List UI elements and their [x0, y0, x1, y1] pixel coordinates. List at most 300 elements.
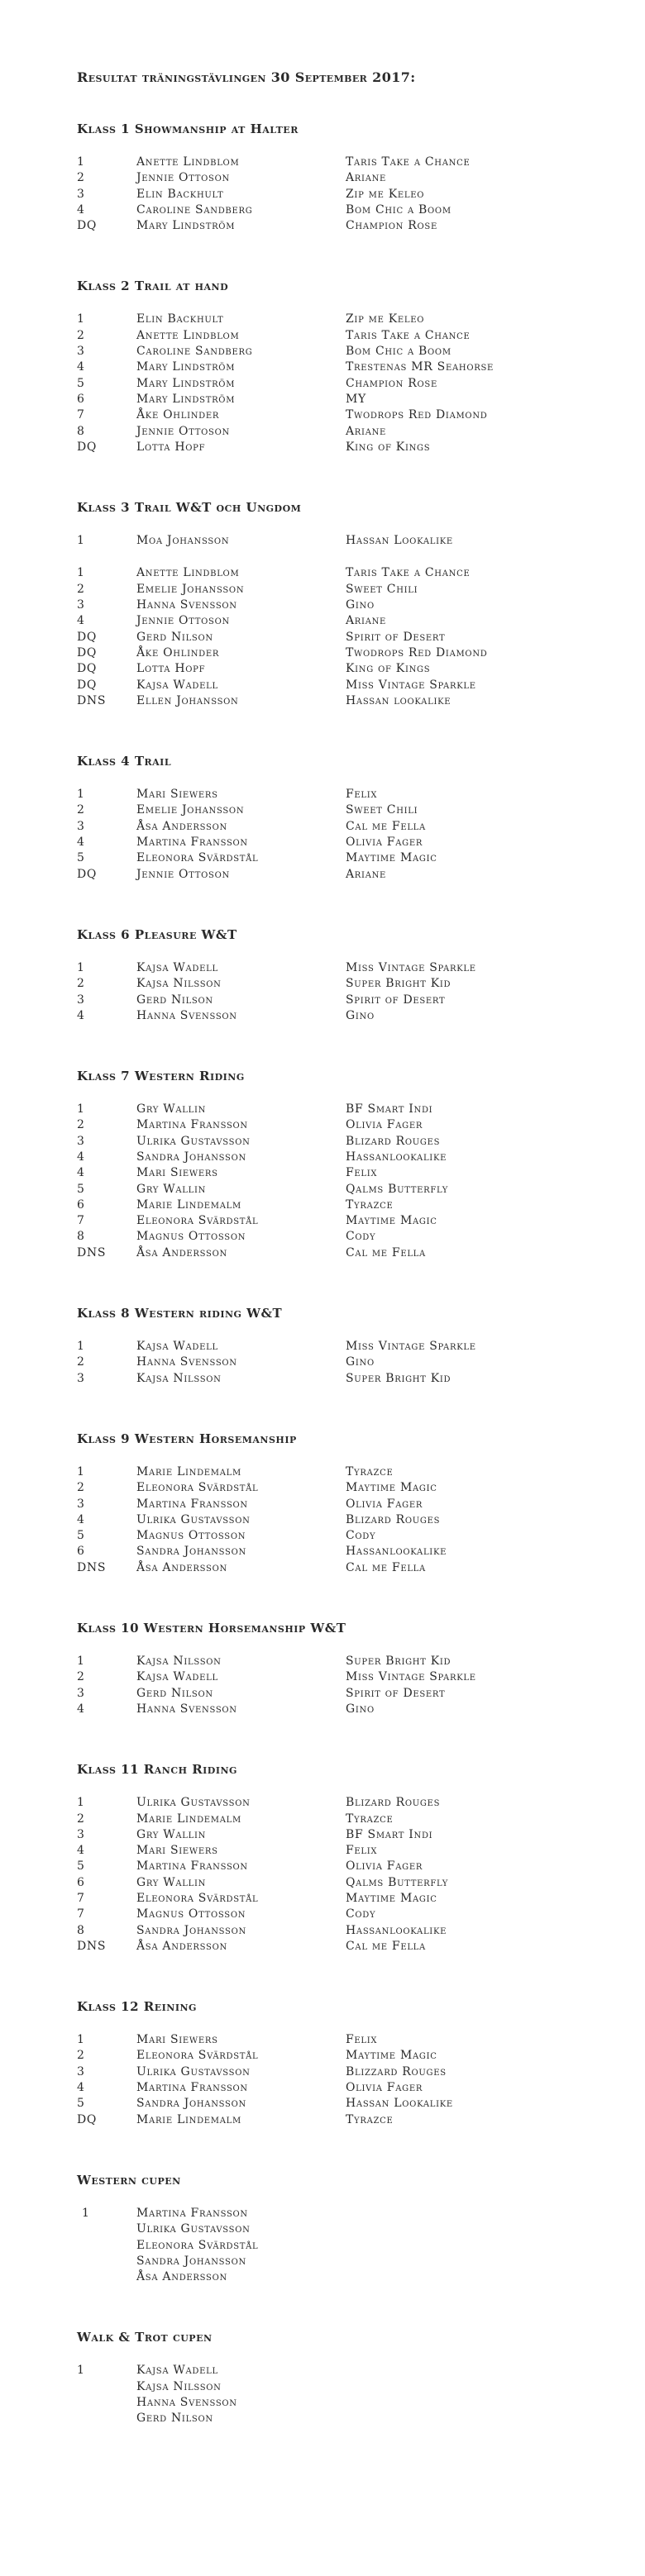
rider-name: Ellen Johansson	[136, 693, 239, 707]
result-row	[77, 1795, 623, 1811]
horse-name: Tyrazce	[346, 2112, 394, 2126]
rider-name: Kajsa Nilsson	[136, 2379, 222, 2393]
rider-name: Åke Ohlinder	[136, 645, 220, 659]
horse-name: Trestenas MR Seahorse	[346, 360, 494, 374]
result-row	[77, 1198, 623, 1213]
horse-name: Felix	[346, 1844, 378, 1858]
horse-name: Spirit of Desert	[346, 993, 446, 1007]
result-row	[77, 312, 623, 327]
placing: 5	[77, 1859, 85, 1874]
horse-name	[346, 2238, 623, 2254]
rider-name: Eleonora Svärdstål	[136, 2238, 259, 2252]
result-row	[77, 1464, 623, 1480]
result-row	[77, 1891, 623, 1907]
horse-name: Miss Vintage Sparkle	[346, 1670, 476, 1684]
rider-name: Mary Lindström	[136, 360, 236, 374]
result-row	[77, 1182, 623, 1198]
placing: 1	[77, 960, 85, 974]
horse-name: Zip me Keleo	[346, 312, 425, 326]
horse-name: Sweet Chili	[346, 803, 418, 817]
result-row	[77, 344, 623, 359]
rider-name: Magnus Ottosson	[136, 1907, 246, 1921]
rider-name: Sandra Johansson	[136, 2097, 246, 2111]
result-row	[77, 392, 623, 407]
rider-name: Gry Wallin	[136, 1102, 207, 1117]
result-row	[77, 1812, 623, 1827]
placing: 8	[77, 1923, 85, 1937]
result-row	[77, 850, 623, 866]
horse-name: Maytime Magic	[346, 1481, 437, 1495]
result-class	[77, 1306, 623, 1387]
horse-name: Gino	[346, 598, 375, 612]
rider-name: Gerd Nilson	[136, 993, 213, 1007]
placing: 2	[77, 171, 85, 185]
placing: 4	[77, 1512, 85, 1526]
result-row	[77, 976, 623, 992]
horse-name	[346, 2206, 623, 2221]
rider-name: Kajsa Wadell	[136, 2364, 218, 2378]
class-title: Klass 4 Trail	[77, 754, 172, 769]
horse-name: Gino	[346, 1702, 375, 1716]
horse-name: BF Smart Indi	[346, 1827, 433, 1841]
placing: 5	[77, 1182, 85, 1196]
horse-name: Spirit of Desert	[346, 1686, 446, 1700]
placing: 1	[77, 155, 85, 169]
result-class	[77, 754, 623, 883]
result-row	[77, 630, 623, 645]
horse-name: Spirit of Desert	[346, 630, 446, 644]
horse-name: Olivia Fager	[346, 1497, 423, 1511]
result-row	[77, 1497, 623, 1512]
result-row	[77, 1875, 623, 1891]
rider-name: Ulrika Gustavsson	[136, 2064, 251, 2078]
horse-name: Taris Take a Chance	[346, 566, 471, 580]
result-row	[77, 1528, 623, 1544]
horse-name: Cody	[346, 1230, 376, 1244]
rider-name: Martina Fransson	[136, 1859, 248, 1874]
result-class	[77, 1999, 623, 2128]
result-row	[77, 1859, 623, 1874]
rider-name: Hanna Svensson	[136, 1008, 237, 1022]
class-title: Klass 8 Western riding W&T	[77, 1306, 283, 1321]
rider-name: Kajsa Wadell	[136, 1670, 218, 1684]
horse-name	[346, 2379, 623, 2395]
placing: DQ	[77, 662, 98, 676]
result-row	[77, 202, 623, 218]
page-title: Resultat träningstävlingen 30 September 2017:	[77, 69, 416, 85]
class-title: Klass 6 Pleasure W&T	[77, 926, 237, 942]
rider-name: Ulrika Gustavsson	[136, 1134, 251, 1148]
rider-name: Gerd Nilson	[136, 1686, 213, 1700]
placing: DQ	[77, 440, 98, 454]
placing: 3	[77, 345, 85, 359]
rider-name: Elin Backhult	[136, 187, 224, 201]
rider-name: Gry Wallin	[136, 1827, 207, 1841]
result-row	[77, 2379, 623, 2395]
result-row	[77, 1213, 623, 1229]
result-row	[77, 2032, 623, 2048]
class-title: Klass 3 Trail W&T och Ungdom	[77, 500, 302, 516]
horse-name: Hassan Lookalike	[346, 2097, 453, 2111]
rider-name: Jennie Ottoson	[136, 171, 230, 185]
rider-name: Eleonora Svärdstål	[136, 1892, 259, 1905]
rider-name: Martina Fransson	[136, 2081, 248, 2095]
horse-name: Cal me Fella	[346, 1245, 426, 1259]
horse-name	[346, 2221, 623, 2237]
horse-name: Cody	[346, 1907, 376, 1921]
placing: 5	[77, 851, 85, 865]
placing: 4	[77, 836, 85, 850]
result-row	[77, 693, 623, 709]
horse-name: Zip me Keleo	[346, 187, 425, 201]
placing	[77, 2254, 136, 2269]
horse-name: Tyrazce	[346, 1812, 394, 1826]
placing: 1	[77, 2364, 85, 2378]
result-row	[77, 2411, 623, 2426]
rider-name: Mari Siewers	[136, 1166, 218, 1180]
horse-name	[346, 2363, 623, 2378]
rider-name: Eleonora Svärdstål	[136, 1214, 259, 1228]
result-row	[77, 440, 623, 455]
class-title: Klass 10 Western Horsemanship W&T	[77, 1621, 346, 1636]
horse-name: Ariane	[346, 171, 387, 185]
placing: 5	[77, 2097, 85, 2111]
result-row	[77, 1560, 623, 1576]
placing: 1	[82, 2206, 90, 2220]
result-row	[77, 1245, 623, 1261]
class-title: Klass 1 Showmanship at Halter	[77, 121, 299, 136]
placing: 1	[77, 1340, 85, 1354]
placing: 1	[77, 566, 85, 580]
horse-name: Bom Chic a Boom	[346, 202, 452, 217]
row-spacer	[77, 549, 623, 565]
result-row	[77, 1686, 623, 1702]
rider-name: Marie Lindemalm	[136, 1812, 241, 1826]
rider-name: Lotta Hopf	[136, 440, 206, 454]
placing: 6	[77, 1198, 85, 1212]
rider-name: Hanna Svensson	[136, 2396, 237, 2410]
placing: 4	[77, 1702, 85, 1716]
placing: 3	[77, 1827, 85, 1841]
placing: 4	[77, 360, 85, 374]
rider-name: Sandra Johansson	[136, 1923, 246, 1937]
placing: 6	[77, 1545, 85, 1559]
horse-name: BF Smart Indi	[346, 1102, 433, 1117]
horse-name	[346, 2395, 623, 2411]
result-row	[77, 1117, 623, 1133]
result-row	[77, 1150, 623, 1165]
result-row	[77, 1229, 623, 1245]
placing: 1	[77, 1655, 85, 1669]
horse-name: Cal me Fella	[346, 819, 426, 833]
result-row	[77, 1102, 623, 1117]
rider-name: Emelie Johansson	[136, 803, 245, 817]
result-class	[77, 1762, 623, 1955]
horse-name: Ariane	[346, 867, 387, 881]
result-row	[77, 1843, 623, 1859]
result-row	[77, 1512, 623, 1528]
placing: 2	[77, 582, 85, 596]
horse-name: Blizard Rouges	[346, 1134, 441, 1148]
horse-name: Gino	[346, 1008, 375, 1022]
placing: 6	[77, 1875, 85, 1889]
placing: 8	[77, 424, 85, 438]
placing: 7	[77, 1907, 85, 1921]
horse-name: Felix	[346, 788, 378, 802]
result-row	[77, 359, 623, 375]
horse-name: Maytime Magic	[346, 1892, 437, 1905]
horse-name: Taris Take a Chance	[346, 328, 471, 342]
result-row	[77, 424, 623, 440]
rider-name: Caroline Sandberg	[136, 345, 253, 359]
result-row	[77, 2080, 623, 2096]
horse-name: Bom Chic a Boom	[346, 345, 452, 359]
horse-name: Blizzard Rouges	[346, 2064, 447, 2078]
result-row	[77, 2363, 623, 2378]
rider-name: Martina Fransson	[136, 1497, 248, 1511]
horse-name: Tyrazce	[346, 1198, 394, 1212]
horse-name: MY	[346, 392, 366, 406]
result-row	[77, 1939, 623, 1955]
placing	[77, 2411, 136, 2426]
placing: 3	[77, 187, 85, 201]
result-class	[77, 1621, 623, 1717]
rider-name: Kajsa Nilsson	[136, 977, 222, 991]
class-title: Klass 7 Western Riding	[77, 1069, 245, 1084]
rider-name: Kajsa Nilsson	[136, 1655, 222, 1669]
rider-name: Åsa Andersson	[136, 1560, 227, 1574]
placing	[77, 2395, 136, 2411]
result-class	[77, 927, 623, 1024]
horse-name: Blizard Rouges	[346, 1512, 441, 1526]
result-row	[77, 993, 623, 1008]
rider-name: Åke Ohlinder	[136, 408, 220, 422]
result-row	[77, 1165, 623, 1181]
horse-name: Felix	[346, 2033, 378, 2047]
result-row	[77, 2269, 623, 2285]
rider-name: Hanna Svensson	[136, 598, 237, 612]
rider-name: Mari Siewers	[136, 2033, 218, 2047]
result-row	[77, 1827, 623, 1843]
placing: 8	[77, 1230, 85, 1244]
result-row	[77, 1355, 623, 1370]
result-row	[77, 2048, 623, 2064]
result-row	[77, 376, 623, 392]
rider-name: Emelie Johansson	[136, 582, 245, 596]
horse-name: Cal me Fella	[346, 1560, 426, 1574]
rider-name: Kajsa Wadell	[136, 678, 218, 692]
rider-name: Åsa Andersson	[136, 1245, 227, 1259]
placing: 2	[77, 1812, 85, 1826]
results-document	[77, 69, 623, 2472]
result-row	[77, 328, 623, 344]
rider-name: Jennie Ottoson	[136, 614, 230, 628]
rider-name: Sandra Johansson	[136, 2254, 246, 2268]
rider-name: Jennie Ottoson	[136, 424, 230, 438]
class-title: Klass 12 Reining	[77, 1999, 197, 2015]
result-row	[77, 2064, 623, 2080]
placing: 2	[77, 328, 85, 342]
rider-name: Lotta Hopf	[136, 662, 206, 676]
horse-name: Maytime Magic	[346, 1214, 437, 1228]
result-class	[77, 500, 623, 709]
rider-name: Hanna Svensson	[136, 1355, 237, 1369]
result-row	[77, 1654, 623, 1669]
class-title: Walk & Trot cupen	[77, 2330, 213, 2345]
horse-name: Olivia Fager	[346, 1859, 423, 1874]
placing: 2	[77, 1481, 85, 1495]
placing: 1	[77, 1102, 85, 1117]
horse-name: Miss Vintage Sparkle	[346, 1340, 476, 1354]
result-row	[77, 407, 623, 423]
rider-name: Marie Lindemalm	[136, 2112, 241, 2126]
result-row	[77, 2254, 623, 2269]
placing: 2	[77, 1355, 85, 1369]
result-row	[77, 2112, 623, 2128]
horse-name: Twodrops Red Diamond	[346, 645, 488, 659]
rider-name: Elin Backhult	[136, 312, 224, 326]
result-row	[77, 2395, 623, 2411]
class-title: Western cupen	[77, 2172, 181, 2188]
result-row	[77, 598, 623, 613]
result-row	[77, 819, 623, 835]
rider-name: Magnus Ottosson	[136, 1230, 246, 1244]
result-row	[77, 1907, 623, 1922]
placing: 4	[77, 1844, 85, 1858]
horse-name: Tyrazce	[346, 1464, 394, 1478]
rider-name: Magnus Ottosson	[136, 1529, 246, 1543]
horse-name: Hassanlookalike	[346, 1923, 447, 1937]
result-row	[77, 2096, 623, 2112]
rider-name: Marie Lindemalm	[136, 1464, 241, 1478]
result-row	[77, 565, 623, 581]
horse-name: Champion Rose	[346, 376, 437, 390]
result-row	[77, 645, 623, 661]
rider-name: Ulrika Gustavsson	[136, 2222, 251, 2236]
horse-name: Sweet Chili	[346, 582, 418, 596]
placing: DNS	[77, 693, 107, 707]
horse-name: Maytime Magic	[346, 851, 437, 865]
result-class	[77, 2330, 623, 2426]
placing	[77, 2221, 136, 2237]
rider-name: Marie Lindemalm	[136, 1198, 241, 1212]
placing: 1	[77, 2033, 85, 2047]
result-class	[77, 279, 623, 455]
result-row	[77, 835, 623, 850]
placing: 1	[77, 788, 85, 802]
result-row	[77, 1339, 623, 1355]
rider-name: Sandra Johansson	[136, 1150, 246, 1164]
rider-name: Caroline Sandberg	[136, 202, 253, 217]
class-title: Klass 9 Western Horsemanship	[77, 1431, 297, 1446]
result-row	[77, 787, 623, 802]
class-title: Klass 11 Ranch Riding	[77, 1762, 237, 1778]
result-class	[77, 121, 623, 234]
placing: 4	[77, 1166, 85, 1180]
placing: 4	[77, 202, 85, 217]
result-class	[77, 1431, 623, 1576]
placing: DNS	[77, 1939, 107, 1953]
result-row	[77, 2206, 623, 2221]
placing	[77, 2379, 136, 2395]
result-row	[77, 218, 623, 234]
rider-name: Åsa Andersson	[136, 819, 227, 833]
horse-name: Olivia Fager	[346, 2081, 423, 2095]
placing: 2	[77, 1670, 85, 1684]
horse-name: Taris Take a Chance	[346, 155, 471, 169]
rider-name: Anette Lindblom	[136, 155, 240, 169]
placing: 7	[77, 408, 85, 422]
placing: 7	[77, 1214, 85, 1228]
result-row	[77, 582, 623, 598]
horse-name: Qalms Butterfly	[346, 1182, 448, 1196]
placing: 6	[77, 392, 85, 406]
rider-name: Gerd Nilson	[136, 630, 213, 644]
rider-name: Mary Lindström	[136, 219, 236, 233]
result-row	[77, 187, 623, 202]
placing: 3	[77, 1134, 85, 1148]
result-row	[77, 170, 623, 186]
placing: DQ	[77, 645, 98, 659]
placing: 2	[77, 1118, 85, 1132]
rider-name: Eleonora Svärdstål	[136, 1481, 259, 1495]
horse-name: Olivia Fager	[346, 836, 423, 850]
rider-name: Moa Johansson	[136, 534, 230, 548]
horse-name: Miss Vintage Sparkle	[346, 960, 476, 974]
placing: 7	[77, 1892, 85, 1905]
horse-name	[346, 2254, 623, 2269]
placing: 3	[77, 1497, 85, 1511]
rider-name: Eleonora Svärdstål	[136, 851, 259, 865]
horse-name: Felix	[346, 1166, 378, 1180]
rider-name: Ulrika Gustavsson	[136, 1796, 251, 1810]
placing	[77, 2269, 136, 2285]
horse-name	[346, 2411, 623, 2426]
result-row	[77, 533, 623, 549]
horse-name: King of Kings	[346, 440, 431, 454]
rider-name: Hanna Svensson	[136, 1702, 237, 1716]
result-row	[77, 960, 623, 976]
horse-name: Hassan lookalike	[346, 693, 452, 707]
result-row	[77, 2221, 623, 2237]
placing: 3	[77, 1686, 85, 1700]
rider-name: Ulrika Gustavsson	[136, 1512, 251, 1526]
rider-name: Gry Wallin	[136, 1875, 207, 1889]
rider-name: Kajsa Nilsson	[136, 1371, 222, 1385]
placing: DQ	[77, 678, 98, 692]
rider-name: Kajsa Wadell	[136, 960, 218, 974]
placing: DQ	[77, 630, 98, 644]
result-row	[77, 678, 623, 693]
placing: 4	[77, 614, 85, 628]
placing: 4	[77, 2081, 85, 2095]
result-row	[77, 155, 623, 170]
rider-name: Martina Fransson	[136, 2206, 248, 2220]
rider-name: Mari Siewers	[136, 788, 218, 802]
result-row	[77, 1669, 623, 1685]
placing: 2	[77, 977, 85, 991]
class-title: Klass 2 Trail at hand	[77, 279, 229, 294]
result-row	[77, 802, 623, 818]
placing: 1	[77, 534, 85, 548]
result-row	[77, 613, 623, 629]
placing: 5	[77, 1529, 85, 1543]
result-row	[77, 1702, 623, 1717]
result-row	[77, 2238, 623, 2254]
horse-name: Super Bright Kid	[346, 1371, 452, 1385]
horse-name: King of Kings	[346, 662, 431, 676]
horse-name: Qalms Butterfly	[346, 1875, 448, 1889]
